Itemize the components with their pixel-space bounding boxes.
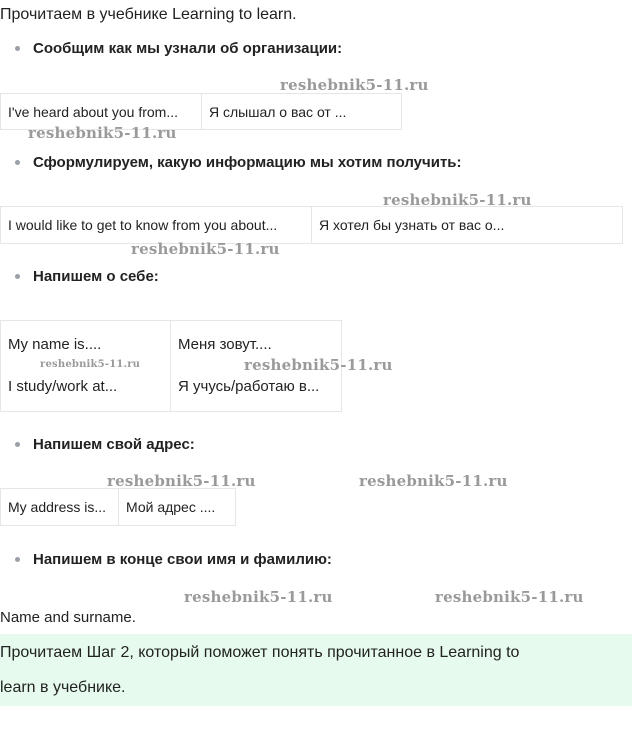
name-surname-text: Name and surname.: [0, 609, 136, 626]
bullet-dot: [15, 46, 20, 51]
step2-highlight: [0, 634, 632, 706]
watermark: reshebnik5-11.ru: [359, 472, 508, 490]
cell-en: I've heard about you from...: [1, 94, 202, 130]
work-en: I study/work at...: [8, 378, 118, 395]
cell-ru: Я хотел бы узнать от вас о...: [312, 207, 623, 244]
intro-text: Прочитаем в учебнике Learning to learn.: [0, 6, 297, 23]
step-label: Сформулируем, какую информацию мы хотим получить:: [33, 154, 462, 171]
step-address: [15, 436, 195, 453]
table-know: [0, 206, 623, 244]
bullet-dot: [15, 557, 20, 562]
watermark: reshebnik5-11.ru: [28, 124, 177, 142]
watermark: reshebnik5-11.ru: [244, 356, 393, 374]
name-en: My name is....: [8, 336, 102, 353]
step-label: Сообщим как мы узнали об организации:: [33, 40, 343, 57]
step-label: Напишем в конце свои имя и фамилию:: [33, 551, 332, 568]
cell-en: I would like to get to know from you about...: [1, 207, 312, 244]
watermark: reshebnik5-11.ru: [280, 76, 429, 94]
watermark: reshebnik5-11.ru: [107, 472, 256, 490]
work-ru: Я учусь/работаю в...: [178, 378, 320, 395]
step-label: Напишем о себе:: [33, 268, 159, 285]
watermark: reshebnik5-11.ru: [184, 588, 333, 606]
cell-ru: Мой адрес ....: [119, 489, 236, 526]
step-heard: [15, 40, 342, 57]
step-self: [15, 268, 159, 285]
watermark: reshebnik5-11.ru: [383, 191, 532, 209]
cell-ru: Я слышал о вас от ...: [202, 94, 402, 130]
watermark: reshebnik5-11.ru: [131, 240, 280, 258]
step2-line2: learn в учебнике.: [0, 679, 126, 696]
table-address: [0, 488, 236, 526]
step-name: [15, 551, 332, 568]
step-label: Напишем свой адрес:: [33, 436, 195, 453]
watermark: reshebnik5-11.ru: [40, 359, 141, 370]
bullet-dot: [15, 442, 20, 447]
step-know: [15, 154, 462, 171]
cell-en: My address is...: [1, 489, 119, 526]
bullet-dot: [15, 274, 20, 279]
step2-line1: Прочитаем Шаг 2, который поможет понять прочитанное в Learning to: [0, 644, 520, 661]
watermark: reshebnik5-11.ru: [435, 588, 584, 606]
bullet-dot: [15, 160, 20, 165]
name-ru: Меня зовут....: [178, 336, 272, 353]
